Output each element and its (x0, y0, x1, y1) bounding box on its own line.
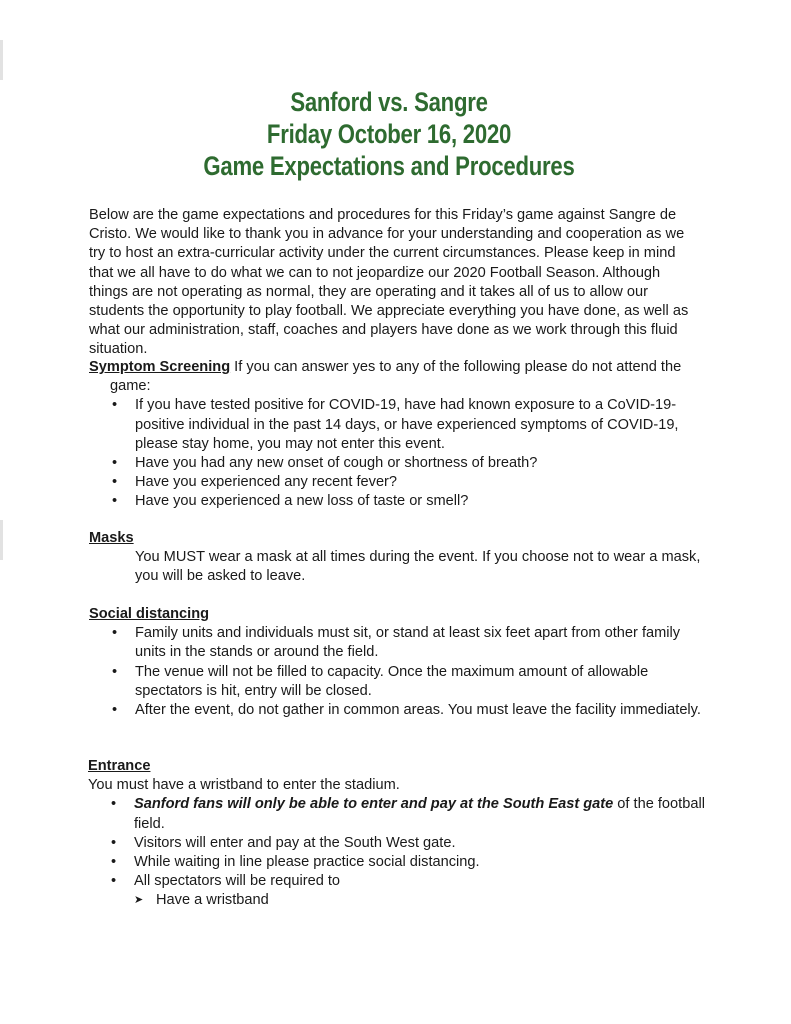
scan-edge-mark (0, 40, 3, 80)
sub-item-text: Have a wristband (156, 892, 269, 909)
entrance-list (88, 795, 708, 891)
list-item: • Have you experienced a new loss of taste or smell? (89, 492, 709, 511)
social-list (89, 624, 709, 720)
masks-text: You MUST wear a mask at all times during the event. If you choose not to wear a mask, you will be asked to leave. (135, 549, 701, 585)
list-item: • The venue will not be filled to capacity. Once the maximum amount of allowable spectators is hit, entry will be closed. (89, 663, 709, 701)
masks-section (89, 529, 709, 587)
title-line-2: Friday October 16, 2020 (266, 119, 512, 149)
list-item: • Have you had any new onset of cough or shortness of breath? (89, 454, 709, 473)
symptom-screening-section (89, 358, 709, 512)
scan-edge-mark (0, 520, 3, 560)
intro-paragraph: Below are the game expectations and procedures for this Friday’s game against Sangre de Cristo. We would like to thank you in advance for your understanding and cooperation as we try to host an extra-curricular activity under the current circumstances. Please keep in mind that we all have to do what we can to not jeopardize our 2020 Football Season. Although things are not operating as normal, they are operating and it takes all of us to allow our students the opportunity to play football. We appreciate everything you have done, as well as what our administration, staff, coaches and players have done as we work through this fluid situation. (89, 207, 689, 358)
list-item: • All spectators will be required to (88, 872, 708, 891)
title-line-3: Game Expectations and Procedures (203, 151, 575, 181)
list-item: • Have you experienced any recent fever? (89, 473, 709, 492)
entrance-section (88, 757, 708, 911)
list-item: • Family units and individuals must sit, or stand at least six feet apart from other family units in the stands or around the field. (89, 624, 709, 662)
symptom-intro (89, 358, 709, 396)
entrance-heading: Entrance (88, 758, 151, 774)
arrow-bullet-icon: ➤ (134, 894, 144, 907)
social-distancing-section (89, 605, 709, 720)
document-title (0, 86, 778, 182)
entrance-rest-text: of the football field. (134, 796, 705, 832)
list-item (88, 795, 708, 833)
list-item: • While waiting in line please practice social distancing. (88, 853, 708, 872)
social-heading: Social distancing (89, 606, 210, 622)
list-item: • After the event, do not gather in common areas. You must leave the facility immediately. (89, 701, 709, 720)
title-line-1: Sanford vs. Sangre (290, 87, 488, 117)
masks-heading: Masks (89, 530, 134, 546)
list-item: • If you have tested positive for COVID-19, have had known exposure to a CoVID-19-positive individual in the past 14 days, or have experienced symptoms of COVID-19, please stay home, you may not enter this event. (89, 396, 709, 454)
symptom-list (89, 396, 709, 511)
symptom-text: If you can answer yes to any of the following please do not attend the game: (110, 359, 682, 395)
entrance-bold-text: Sanford fans will only be able to enter and pay at the South East gate (134, 796, 614, 813)
sub-list-item (88, 891, 708, 910)
symptom-heading: Symptom Screening (89, 359, 231, 375)
list-item: • Visitors will enter and pay at the South West gate. (88, 834, 708, 853)
entrance-intro: You must have a wristband to enter the stadium. (88, 777, 400, 794)
